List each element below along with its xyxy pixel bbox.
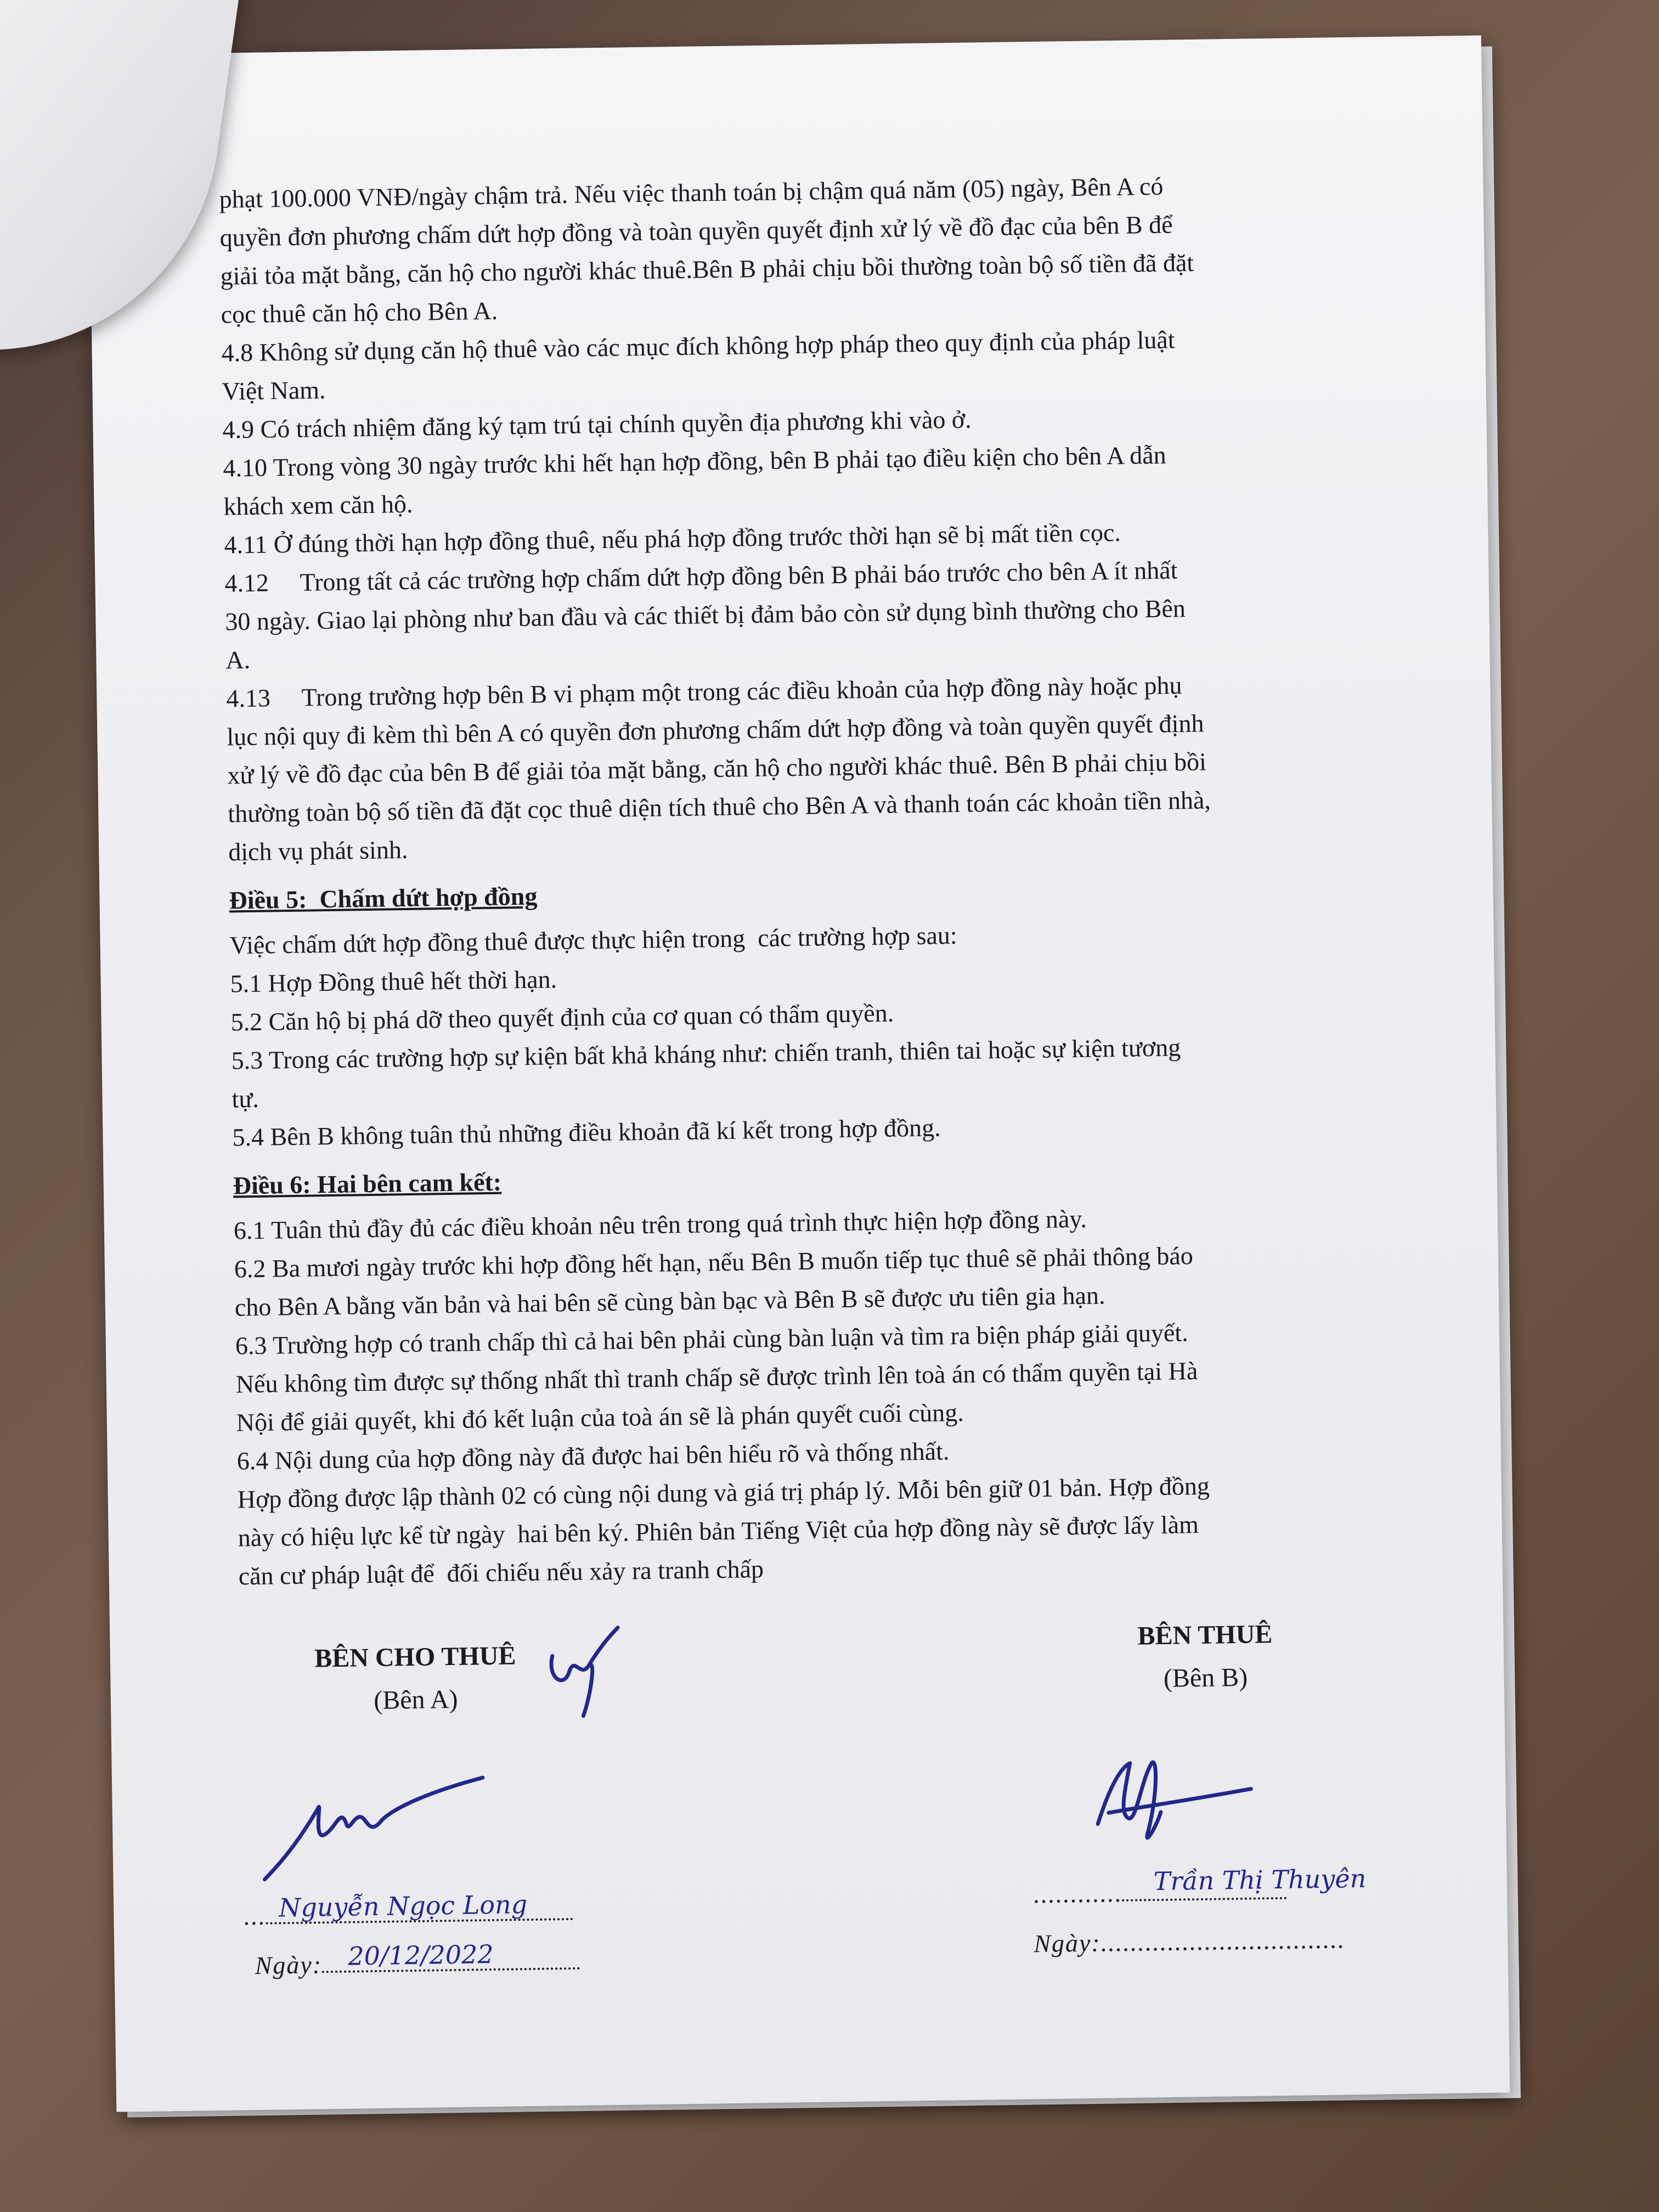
text-line: Việc chấm dứt hợp đồng thuê được thực hiện trong các trường hợp sau: bbox=[229, 921, 957, 960]
text-line: giải tỏa mặt bằng, căn hộ cho người khác thuê.Bên B phải chịu bồi thường toàn bộ số tiền đã đặt bbox=[220, 248, 1194, 290]
text-line: cho Bên A bằng văn bản và hai bên sẽ cùng bàn bạc và Bên B sẽ được ưu tiên gia hạn. bbox=[234, 1281, 1105, 1322]
article-5-heading bbox=[229, 866, 1359, 920]
text-line: căn cư pháp luật để đối chiếu nếu xảy ra tranh chấp bbox=[238, 1555, 764, 1590]
party-b-subtitle: (Bên B) bbox=[1163, 1662, 1248, 1693]
text-line: xử lý về đồ đạc của bên B để giải tỏa mặt bằng, căn hộ cho người khác thuê. Bên B phải chịu bồi bbox=[227, 747, 1207, 789]
text-line: phạt 100.000 VNĐ/ngày chậm trả. Nếu việc thanh toán bị chậm quá năm (05) ngày, Bên A có bbox=[219, 172, 1164, 213]
article-5-number: Điều 5: bbox=[229, 885, 307, 915]
text-line: 4.12 Trong tất cả các trường hợp chấm dứt hợp đồng bên B phải báo trước cho bên A ít nhất bbox=[224, 556, 1178, 597]
party-a-signature bbox=[252, 1770, 605, 1885]
text-line: quyền đơn phương chấm dứt hợp đồng và toàn quyền quyết định xử lý về đồ đạc của bên B để bbox=[219, 210, 1173, 252]
text-line: 6.2 Ba mươi ngày trước khi hợp đồng hết hạn, nếu Bên B muốn tiếp tục thuê sẽ phải thông báo bbox=[234, 1242, 1194, 1283]
article-6-heading bbox=[233, 1151, 1363, 1205]
party-a-date-text: 20/12/2022 bbox=[348, 1939, 494, 1971]
party-b-date-dots: ................................. bbox=[1101, 1925, 1346, 1957]
party-b-title: BÊN THUÊ bbox=[1137, 1620, 1273, 1651]
text-line: 4.9 Có trách nhiệm đăng ký tạm trú tại chính quyền địa phương khi vào ở. bbox=[222, 405, 972, 444]
party-a-title: BÊN CHO THUÊ bbox=[314, 1641, 516, 1673]
text-line: Hợp đồng được lập thành 02 có cùng nội dung và giá trị pháp lý. Mỗi bên giữ 01 bản. Hợp đồng bbox=[237, 1471, 1210, 1514]
contract-page bbox=[88, 36, 1510, 2112]
party-b-date-line bbox=[1034, 1925, 1346, 1958]
text-line: tự. bbox=[232, 1084, 259, 1113]
party-b-name-dots: ............ bbox=[1032, 1879, 1122, 1909]
party-a-name-text: Nguyễn Ngọc Long bbox=[278, 1889, 528, 1923]
text-line: lục nội quy đi kèm thì bên A có quyền đơn phương chấm dứt hợp đồng và toàn quyền quyết định bbox=[227, 709, 1204, 751]
party-a-date-label: Ngày: bbox=[255, 1950, 323, 1980]
article-6-title: Hai bên cam kết: bbox=[317, 1167, 502, 1199]
text-line: dịch vụ phát sinh. bbox=[228, 835, 408, 866]
party-b-name-text: Trần Thị Thuyên bbox=[1153, 1863, 1367, 1897]
signature-area bbox=[239, 1612, 1375, 2012]
text-line: Việt Nam. bbox=[222, 376, 326, 405]
party-b-date-label: Ngày: bbox=[1033, 1928, 1102, 1958]
party-b-block bbox=[1062, 1612, 1348, 1701]
party-a-subtitle: (Bên A) bbox=[373, 1684, 458, 1716]
text-line: 30 ngày. Giao lại phòng như ban đầu và các thiết bị đảm bảo còn sử dụng bình thường cho Bên bbox=[225, 594, 1186, 636]
text-line: Nội để giải quyết, khi đó kết luận của toà án sẽ là phán quyết cuối cùng. bbox=[236, 1398, 964, 1437]
text-line: 6.3 Trường hợp có tranh chấp thì cả hai bên phải cùng bàn luận và tìm ra biện pháp giải quyết. bbox=[235, 1318, 1188, 1360]
party-a-initial-signature bbox=[535, 1622, 625, 1733]
text-line: khách xem căn hộ. bbox=[223, 489, 413, 521]
party-a-block bbox=[261, 1634, 569, 1724]
party-b-name-handwriting bbox=[1148, 1853, 1412, 1906]
text-line: thường toàn bộ số tiền đã đặt cọc thuê diện tích thuê cho Bên A và thanh toán các khoản tiền nhà, bbox=[227, 786, 1211, 828]
text-line: 6.4 Nội dung của hợp đồng này đã được hai bên hiểu rõ và thống nhất. bbox=[236, 1437, 950, 1475]
party-b-signature bbox=[1086, 1745, 1263, 1867]
text-line: 4.8 Không sử dụng căn hộ thuê vào các mục đích không hợp pháp theo quy định của pháp luật bbox=[221, 325, 1175, 367]
text-line: Nếu không tìm được sự thống nhất thì tranh chấp sẽ được trình lên toà án có thẩm quyền tại Hà bbox=[235, 1356, 1198, 1398]
text-line: 4.11 Ở đúng thời hạn hợp đồng thuê, nếu phá hợp đồng trước thời hạn sẽ bị mất tiền cọc. bbox=[224, 518, 1121, 559]
text-line: 4.13 Trong trường hợp bên B vi phạm một trong các điều khoản của hợp đồng này hoặc phụ bbox=[226, 671, 1182, 713]
text-line: A. bbox=[225, 645, 251, 674]
party-a-date-handwriting bbox=[342, 1930, 573, 1977]
text-line: 6.1 Tuân thủ đầy đủ các điều khoản nêu trên trong quá trình thực hiện hợp đồng này. bbox=[233, 1204, 1087, 1245]
article-6-number: Điều 6: bbox=[233, 1170, 311, 1200]
text-line: 5.1 Hợp Đồng thuê hết thời hạn. bbox=[230, 965, 557, 998]
text-line: 5.3 Trong các trường hợp sự kiện bất khả kháng như: chiến tranh, thiên tai hoặc sự kiện tương bbox=[231, 1033, 1181, 1075]
article-5-title: Chấm dứt hợp đồng bbox=[319, 882, 538, 913]
party-a-name-dots: ... bbox=[243, 1901, 266, 1931]
text-line: này có hiệu lực kể từ ngày hai bên ký. Phiên bản Tiếng Việt của hợp đồng này sẽ được lấy làm bbox=[238, 1510, 1199, 1552]
text-line: cọc thuê căn hộ cho Bên A. bbox=[221, 296, 498, 329]
text-line: 5.4 Bên B không tuân thủ những điều khoản đã kí kết trong hợp đồng. bbox=[232, 1113, 941, 1152]
party-a-name-handwriting bbox=[273, 1880, 603, 1928]
text-line: 5.2 Căn hộ bị phá dỡ theo quyết định của cơ quan có thẩm quyền. bbox=[230, 998, 894, 1036]
text-line: 4.10 Trong vòng 30 ngày trước khi hết hạn hợp đồng, bên B phải tạo điều kiện cho bên A dẫn bbox=[223, 441, 1166, 482]
contract-body bbox=[219, 165, 1369, 1596]
